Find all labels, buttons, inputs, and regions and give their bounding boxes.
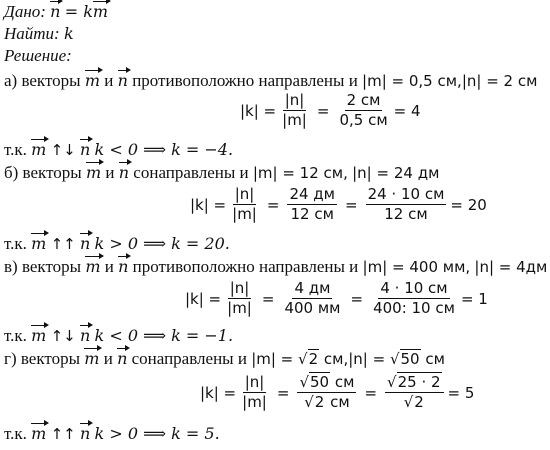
sqrt-icon: √50 bbox=[389, 350, 420, 368]
conclusion-prefix: т.к. bbox=[4, 234, 27, 253]
conclusion-prefix: т.к. bbox=[4, 140, 27, 159]
case-a-desc: противоположно направлены и bbox=[132, 71, 358, 90]
equals-sign: = bbox=[364, 383, 378, 402]
fraction-denominator: |m| bbox=[282, 111, 307, 129]
radicand: 50 bbox=[310, 373, 330, 391]
fraction-numerator: 24 · 10 см bbox=[367, 185, 445, 203]
conclusion-text: k < 0 ⟹ k = −1. bbox=[94, 326, 234, 345]
vector-n: n bbox=[50, 2, 61, 21]
case-c-fraction-1 bbox=[225, 280, 254, 317]
fraction-numerator: 4 · 10 см bbox=[380, 279, 448, 297]
vector-m: m bbox=[31, 234, 47, 253]
radicand: 50 bbox=[400, 350, 420, 368]
vector-m: m bbox=[84, 71, 101, 90]
case-d-conclusion bbox=[4, 424, 220, 444]
fraction-denominator: |m| bbox=[232, 205, 257, 223]
case-d-eq-lhs: |k| = bbox=[200, 383, 237, 402]
case-b-fraction-1 bbox=[230, 186, 259, 223]
case-b-prefix: б) векторы bbox=[4, 163, 82, 182]
sqrt-icon: √50 bbox=[299, 373, 330, 391]
length-prefix: |m| = bbox=[251, 350, 299, 368]
case-a-eq-lhs: |k| = bbox=[240, 101, 277, 120]
fraction-numerator: 4 дм bbox=[294, 279, 331, 297]
vector-n: n bbox=[118, 163, 130, 182]
relation-arrows: ↑↓ bbox=[50, 141, 76, 159]
sqrt-icon: √25 · 2 bbox=[387, 373, 441, 391]
case-a-prefix: а) векторы bbox=[4, 71, 81, 90]
case-c-equation bbox=[185, 280, 488, 317]
case-a-fraction-1 bbox=[280, 92, 309, 129]
fraction-denominator bbox=[402, 393, 427, 411]
radicand: 2 bbox=[414, 393, 424, 411]
case-b-fraction-3 bbox=[366, 186, 447, 223]
vector-n: n bbox=[79, 140, 91, 159]
case-c-conclusion bbox=[4, 326, 233, 346]
fraction-denominator: 12 см bbox=[384, 205, 428, 223]
case-c-desc: противоположно направлены и bbox=[132, 257, 359, 276]
length-unit: см, bbox=[319, 350, 349, 368]
vector-n: n bbox=[118, 257, 129, 276]
case-c-fraction-3 bbox=[371, 280, 457, 317]
case-b-equation bbox=[190, 186, 487, 223]
case-b-result: = 20 bbox=[450, 195, 487, 214]
vector-m: m bbox=[31, 424, 47, 443]
length-prefix: |n| = bbox=[348, 350, 390, 368]
case-b-n-length: |n| = 24 дм bbox=[352, 164, 440, 182]
case-c-n-length: |n| = 4дм bbox=[474, 258, 548, 276]
vector-n: n bbox=[117, 71, 128, 90]
case-a-result: = 4 bbox=[393, 101, 421, 120]
fraction-numerator: 24 дм bbox=[289, 185, 335, 203]
length-unit: см bbox=[420, 350, 445, 368]
conclusion-text: k > 0 ⟹ k = 20. bbox=[94, 234, 230, 253]
fraction-denominator bbox=[302, 393, 351, 411]
equals-sign: = bbox=[345, 195, 358, 214]
unit: см bbox=[330, 373, 355, 391]
conclusion-prefix: т.к. bbox=[4, 424, 27, 443]
case-d-fraction-2 bbox=[297, 374, 356, 411]
vector-n: n bbox=[79, 326, 91, 345]
conclusion-text: k < 0 ⟹ k = −4. bbox=[94, 140, 234, 159]
relation-arrows: ↑↑ bbox=[50, 425, 76, 443]
find-line bbox=[4, 24, 74, 44]
case-b-desc: сонаправлены и bbox=[133, 163, 249, 182]
case-a-equation bbox=[240, 92, 421, 129]
fraction-denominator: |m| bbox=[242, 393, 267, 411]
vector-m: m bbox=[85, 163, 102, 182]
case-d-and: и bbox=[103, 349, 113, 368]
fraction-numerator: |n| bbox=[284, 91, 305, 109]
unit: см bbox=[325, 393, 350, 411]
case-c-statement bbox=[4, 257, 547, 277]
radicand: 2 bbox=[308, 350, 319, 368]
vector-n: n bbox=[117, 349, 128, 368]
case-d-fraction-1 bbox=[240, 374, 269, 411]
given-equation: = k bbox=[64, 2, 93, 21]
fraction-numerator bbox=[297, 374, 356, 393]
case-b-m-length: |m| = 12 см, bbox=[252, 164, 348, 182]
case-c-m-length: |m| = 400 мм, bbox=[362, 258, 471, 276]
case-d-fraction-3 bbox=[385, 374, 444, 411]
conclusion-text: k > 0 ⟹ k = 5. bbox=[94, 424, 220, 443]
radicand: 25 · 2 bbox=[397, 373, 441, 391]
case-c-eq-lhs: |k| = bbox=[185, 289, 222, 308]
case-d-prefix: г) векторы bbox=[4, 349, 81, 368]
given-label: Дано: bbox=[4, 2, 46, 21]
case-d-equation bbox=[200, 374, 474, 411]
case-c-and: и bbox=[104, 257, 114, 276]
vector-m: m bbox=[84, 349, 100, 368]
vector-n: n bbox=[79, 234, 91, 253]
case-b-eq-lhs: |k| = bbox=[190, 195, 227, 214]
case-b-and: и bbox=[105, 163, 115, 182]
case-c-prefix: в) векторы bbox=[4, 257, 82, 276]
solution-label: Решение: bbox=[4, 46, 72, 65]
radicand: 2 bbox=[314, 393, 325, 411]
fraction-denominator: 400 мм bbox=[284, 299, 341, 317]
equals-sign: = bbox=[276, 383, 290, 402]
sqrt-icon: √2 bbox=[298, 350, 319, 368]
case-c-result: = 1 bbox=[460, 289, 488, 308]
equals-sign: = bbox=[350, 289, 364, 308]
fraction-numerator bbox=[385, 374, 444, 393]
case-d-m-length bbox=[251, 350, 348, 368]
case-a-conclusion bbox=[4, 140, 233, 160]
case-a-statement bbox=[4, 71, 537, 91]
case-d-desc: сонаправлены и bbox=[131, 349, 247, 368]
fraction-denominator: 0,5 см bbox=[339, 111, 388, 129]
find-variable: k bbox=[63, 24, 74, 43]
conclusion-prefix: т.к. bbox=[4, 326, 27, 345]
fraction-numerator: |n| bbox=[234, 185, 255, 203]
case-a-fraction-2 bbox=[337, 92, 389, 129]
case-c-fraction-2 bbox=[282, 280, 342, 317]
equals-sign: = bbox=[316, 101, 330, 120]
fraction-numerator: |n| bbox=[229, 279, 250, 297]
fraction-denominator: |m| bbox=[227, 299, 252, 317]
sqrt-icon: √2 bbox=[304, 393, 325, 411]
fraction-numerator: 2 см bbox=[346, 91, 381, 109]
fraction-numerator: |n| bbox=[244, 373, 265, 391]
fraction-denominator: 12 см bbox=[290, 205, 334, 223]
sqrt-icon: √2 bbox=[403, 393, 424, 411]
case-b-statement bbox=[4, 163, 439, 183]
vector-m: m bbox=[92, 2, 109, 21]
case-b-conclusion bbox=[4, 234, 230, 254]
relation-arrows: ↑↓ bbox=[50, 327, 76, 345]
equals-sign: = bbox=[266, 195, 280, 214]
case-d-result: = 5 bbox=[447, 383, 475, 402]
equals-sign: = bbox=[261, 289, 275, 308]
given-line bbox=[4, 2, 108, 22]
fraction-denominator: 400: 10 см bbox=[373, 299, 455, 317]
case-d-n-length bbox=[348, 350, 445, 368]
relation-arrows: ↑↑ bbox=[50, 235, 76, 253]
vector-m: m bbox=[31, 140, 47, 159]
vector-m: m bbox=[85, 257, 101, 276]
case-d-statement bbox=[4, 349, 445, 369]
case-a-n-length: |n| = 2 см bbox=[461, 72, 538, 90]
vector-m: m bbox=[31, 326, 47, 345]
find-label: Найти: bbox=[4, 24, 60, 43]
vector-n: n bbox=[79, 424, 91, 443]
case-b-fraction-2 bbox=[287, 186, 337, 223]
case-a-m-length: |m| = 0,5 см, bbox=[362, 72, 462, 90]
case-a-and: и bbox=[104, 71, 114, 90]
